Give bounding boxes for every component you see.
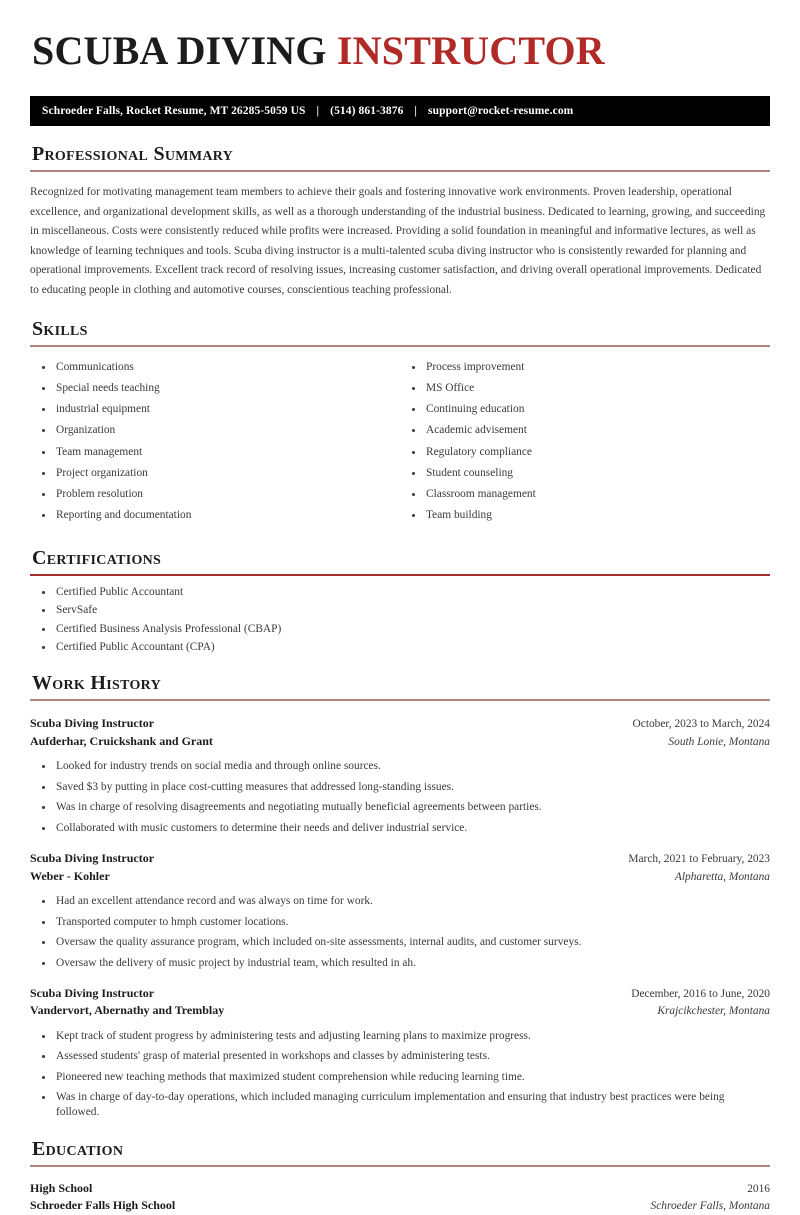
education-degree: High School [30,1180,93,1195]
work-entry-company-row [30,868,770,886]
list-item: Was in charge of resolving disagreements and negotiating mutually beneficial agreements between parties. [30,800,770,815]
list-item: Problem resolution [30,487,400,502]
job-location: Krajcikchester, Montana [657,1005,770,1018]
education-location: Schroeder Falls, Montana [650,1200,770,1213]
list-item: Pioneered new teaching methods that maximized student comprehension while reducing learning time. [30,1070,770,1085]
job-location: Alpharetta, Montana [674,870,770,883]
resume-title [32,24,770,72]
list-item: Certified Business Analysis Professional (CBAP) [30,622,770,637]
work-entry-title-row [30,850,770,868]
list-item: Academic advisement [400,423,770,438]
list-item: Continuing education [400,402,770,417]
job-bullets [30,1029,770,1121]
section-rule-skills [30,345,770,347]
job-dates: March, 2021 to February, 2023 [628,852,770,865]
job-location: South Lonie, Montana [668,735,770,748]
list-item: Student counseling [400,466,770,481]
list-item: Kept track of student progress by administering tests and adjusting learning plans to maximize progress. [30,1029,770,1044]
list-item: industrial equipment [30,402,400,417]
job-bullets [30,759,770,836]
education-year: 2016 [747,1182,770,1195]
work-history-entry [30,715,770,836]
list-item: Reporting and documentation [30,508,400,523]
work-history-entry [30,850,770,971]
job-dates: December, 2016 to June, 2020 [631,987,770,1000]
list-item: Oversaw the quality assurance program, which included on-site assessments, internal audits, and customer surveys. [30,935,770,950]
job-company: Weber - Kohler [30,868,110,883]
list-item: Project organization [30,466,400,481]
education-school-row [30,1197,770,1215]
job-bullets [30,894,770,971]
work-entry-company-row [30,1002,770,1020]
list-item: Team building [400,508,770,523]
list-item: Classroom management [400,487,770,502]
job-title: Scuba Diving Instructor [30,985,155,1000]
section-rule-certifications [30,574,770,576]
certifications-list [30,585,770,656]
contact-bar [30,96,770,126]
list-item: Regulatory compliance [400,445,770,460]
work-entry-company-row [30,733,770,751]
contact-email[interactable]: support@rocket-resume.com [428,105,574,117]
resume-title-accent: INSTRUCTOR [336,28,605,73]
education-entry [30,1180,770,1215]
list-item: Transported computer to hmph customer locations. [30,915,770,930]
section-professional-summary [30,143,770,301]
resume-title-primary: SCUBA DIVING [32,28,327,73]
work-entry-title-row [30,985,770,1003]
section-work-history [30,672,770,1120]
work-entry-title-row [30,715,770,733]
list-item: Had an excellent attendance record and was always on time for work. [30,894,770,909]
contact-address: Schroeder Falls, Rocket Resume, MT 26285-5059 US [42,105,306,117]
education-degree-row [30,1180,770,1198]
education-school: Schroeder Falls High School [30,1198,176,1213]
list-item: MS Office [400,381,770,396]
skills-column-left [30,351,400,530]
list-item: Assessed students' grasp of material presented in workshops and classes by administering tests. [30,1049,770,1064]
list-item: ServSafe [30,603,770,618]
list-item: Certified Public Accountant (CPA) [30,640,770,655]
section-skills [30,318,770,530]
section-heading-skills: Skills [32,317,88,340]
list-item: Process improvement [400,360,770,375]
job-title: Scuba Diving Instructor [30,850,155,865]
section-rule-education [30,1165,770,1167]
list-item: Looked for industry trends on social media and through online sources. [30,759,770,774]
section-heading-certifications: Certifications [32,546,162,569]
contact-separator-1: | [316,105,320,117]
list-item: Certified Public Accountant [30,585,770,600]
job-company: Vandervort, Abernathy and Tremblay [30,1003,225,1018]
section-heading-education: Education [32,1137,124,1160]
skills-columns [30,351,770,530]
list-item: Organization [30,423,400,438]
contact-separator-2: | [414,105,418,117]
job-dates: October, 2023 to March, 2024 [632,718,770,731]
list-item: Saved $3 by putting in place cost-cutting measures that addressed long-standing issues. [30,780,770,795]
contact-phone[interactable]: (514) 861-3876 [330,105,404,117]
list-item: Special needs teaching [30,381,400,396]
job-company: Aufderhar, Cruickshank and Grant [30,733,213,748]
skills-column-right [400,351,770,530]
section-certifications [30,547,770,656]
list-item: Oversaw the delivery of music project by industrial team, which resulted in ah. [30,956,770,971]
list-item: Was in charge of day-to-day operations, which included managing curriculum implementation and ensuring that industry best practices were being followed. [30,1090,770,1120]
skills-list-right [400,360,770,524]
list-item: Team management [30,445,400,460]
section-heading-summary: Professional Summary [32,143,234,165]
work-history-entry [30,985,770,1121]
section-heading-work-history: Work History [32,672,161,695]
contact-info [42,105,573,117]
summary-text: Recognized for motivating management team members to achieve their goals and fostering innovative work environments. Proven leadership, operational excellence, and organizational development skills, as well as a thorough understanding of the industrial business. Dedicated to learning, growing, and succeeding in miscellaneous. Costs were consistently reduced while profits were increased. Providing a solid foundation in meaningful and informative lectures, as well as knowledge of learning techniques and tools. Scuba diving instructor is a multi-talented scuba diving instructor who is consistently rewarded for planning and operational improvements. Excellent track record of resolving issues, increasing customer satisfaction, and driving overall operational improvements. Dedicated to educating people in clothing and automotive courses, conscientious teaching professional. [30,186,766,297]
section-education [30,1138,770,1215]
list-item: Communications [30,360,400,375]
section-rule-summary [30,170,770,172]
section-rule-work-history [30,699,770,701]
job-title: Scuba Diving Instructor [30,716,155,731]
skills-list-left [30,360,400,524]
list-item: Collaborated with music customers to determine their needs and deliver industrial service. [30,821,770,836]
